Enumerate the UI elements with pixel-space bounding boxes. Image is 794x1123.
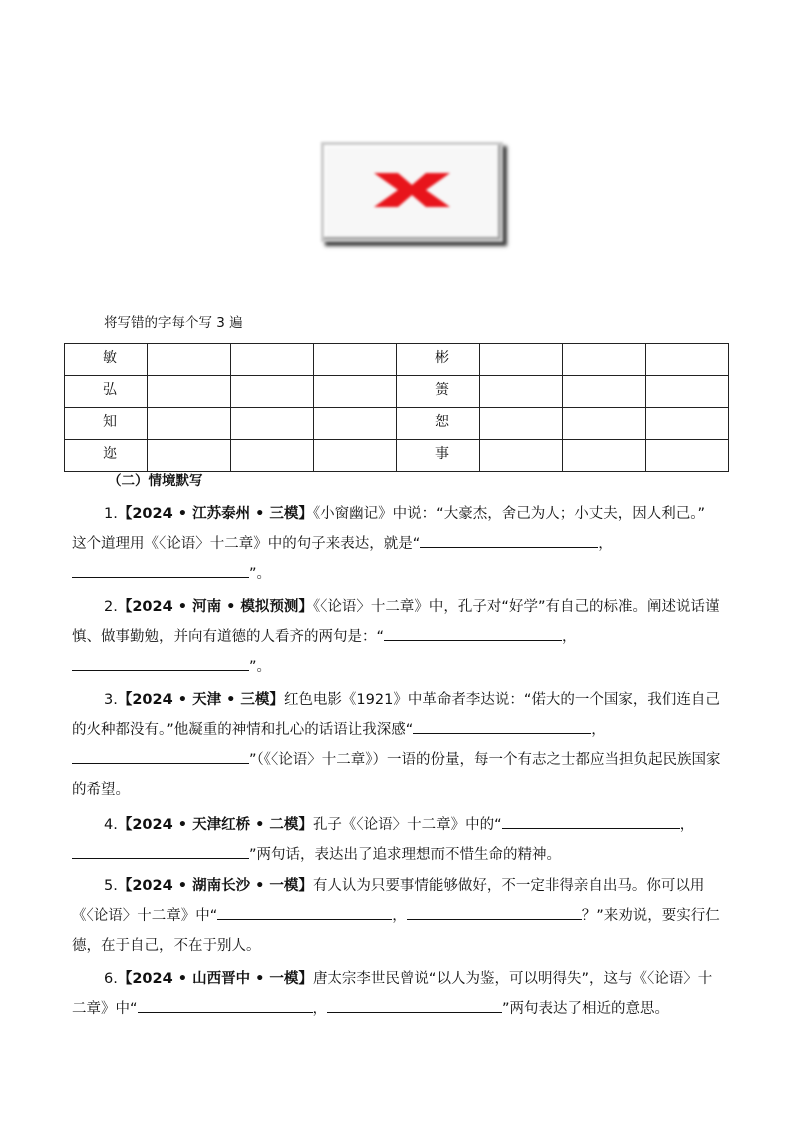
blank-cell[interactable] [148, 440, 231, 472]
answer-blank[interactable] [327, 995, 502, 1013]
question-2 [72, 592, 722, 682]
char-cell: 敏 [65, 344, 148, 376]
char-cell: 彬 [397, 344, 480, 376]
blank-cell[interactable] [314, 344, 397, 376]
blank-cell[interactable] [148, 376, 231, 408]
question-number: 3. [104, 692, 118, 708]
question-1 [72, 499, 722, 589]
blank-cell[interactable] [148, 344, 231, 376]
question-number: 1. [104, 506, 118, 522]
question-text: ， [679, 817, 695, 833]
answer-blank[interactable] [72, 841, 249, 859]
char-cell: 事 [397, 440, 480, 472]
blank-cell[interactable] [563, 408, 646, 440]
question-text: 有人认为只要事情能够做好，不一定非得亲自出马。你可以用《〈论语〉十二章》中“ [72, 878, 705, 924]
question-number: 2. [104, 599, 118, 615]
answer-blank[interactable] [72, 746, 249, 764]
blank-cell[interactable] [231, 408, 314, 440]
answer-blank[interactable] [384, 623, 562, 641]
answer-blank[interactable] [72, 653, 249, 671]
question-text: ， [598, 536, 613, 552]
question-number: 6. [104, 971, 118, 987]
blank-cell[interactable] [646, 408, 729, 440]
blank-cell[interactable] [480, 376, 563, 408]
blank-cell[interactable] [480, 440, 563, 472]
blank-cell[interactable] [231, 376, 314, 408]
question-text: ， [562, 629, 577, 645]
char-cell: 知 [65, 408, 148, 440]
question-source-tag: 【2024 • 山西晋中 • 一模】 [117, 971, 313, 987]
blank-cell[interactable] [480, 344, 563, 376]
blank-cell[interactable] [314, 440, 397, 472]
blank-cell[interactable] [646, 344, 729, 376]
answer-blank[interactable] [420, 530, 598, 548]
answer-blank[interactable] [217, 902, 392, 920]
answer-blank[interactable] [72, 560, 249, 578]
char-cell: 迩 [65, 440, 148, 472]
question-text: 《小窗幽记》中说：“大豪杰，舍己为人；小丈夫，因人利己。” 这个道理用《〈论语〉十二章》中的句子来表达，就是“ [72, 506, 705, 552]
char-cell: 恕 [397, 408, 480, 440]
blank-cell[interactable] [646, 376, 729, 408]
question-6 [72, 964, 722, 1024]
question-source-tag: 【2024 • 江苏泰州 • 三模】 [117, 506, 313, 522]
blank-cell[interactable] [231, 344, 314, 376]
question-text: ， [392, 908, 407, 924]
blank-cell[interactable] [563, 440, 646, 472]
question-5 [72, 871, 722, 961]
question-3 [72, 685, 722, 805]
question-source-tag: 【2024 • 天津 • 三模】 [117, 692, 284, 708]
question-text: 孔子《〈论语〉十二章》中的“ [312, 817, 502, 833]
question-text: 唐太宗李世民曾说“以人为鉴，可以明得失”，这与《〈论语〉十二章》中“ [72, 971, 713, 1017]
broken-image-placeholder [321, 142, 503, 242]
blank-cell[interactable] [646, 440, 729, 472]
table-row [65, 440, 729, 472]
question-source-tag: 【2024 • 天津红桥 • 二模】 [117, 817, 313, 833]
answer-blank[interactable] [138, 995, 313, 1013]
question-number: 4. [104, 817, 118, 833]
practice-char-table [64, 343, 729, 472]
blank-cell[interactable] [148, 408, 231, 440]
broken-image-x-icon [368, 169, 456, 211]
section-title: （二）情境默写 [108, 473, 203, 489]
blank-cell[interactable] [314, 408, 397, 440]
question-source-tag: 【2024 • 湖南长沙 • 一模】 [117, 878, 313, 894]
question-text: ， [591, 722, 606, 738]
answer-blank[interactable] [407, 902, 582, 920]
table-row [65, 376, 729, 408]
question-4 [72, 810, 722, 870]
question-number: 5. [104, 878, 118, 894]
question-text: 红色电影《1921》中革命者李达说：“偌大的一个国家，我们连自己的火种都没有。”他凝重的神情和扎心的话语让我深感“ [72, 692, 720, 738]
question-text: ”。 [249, 566, 272, 582]
question-text: ”（《〈论语〉十二章》）一语的份量，每一个有志之士都应当担负起民族国家的希望。 [72, 752, 721, 798]
table-row [65, 408, 729, 440]
question-text: ， [312, 1001, 328, 1017]
question-text: ”两句话，表达出了追求理想而不惜生命的精神。 [249, 847, 562, 863]
blank-cell[interactable] [314, 376, 397, 408]
blank-cell[interactable] [563, 376, 646, 408]
blank-cell[interactable] [480, 408, 563, 440]
question-text: ”。 [249, 659, 272, 675]
answer-blank[interactable] [413, 716, 591, 734]
instruction-text: 将写错的字每个写 3 遍 [104, 315, 243, 331]
question-text: ”两句表达了相近的意思。 [502, 1001, 670, 1017]
question-source-tag: 【2024 • 河南 • 模拟预测】 [117, 599, 313, 615]
question-text: 《〈论语〉十二章》中，孔子对“好学”有自己的标准。阐述说话谨慎、做事勤勉，并向有道德的人看齐的两句是：“ [72, 599, 720, 645]
question-text: ？”来劝说，要实行仁德，在于自己，不在于别人。 [72, 908, 720, 954]
char-cell: 箦 [397, 376, 480, 408]
blank-cell[interactable] [563, 344, 646, 376]
table-row [65, 344, 729, 376]
answer-blank[interactable] [502, 811, 680, 829]
blank-cell[interactable] [231, 440, 314, 472]
char-cell: 弘 [65, 376, 148, 408]
